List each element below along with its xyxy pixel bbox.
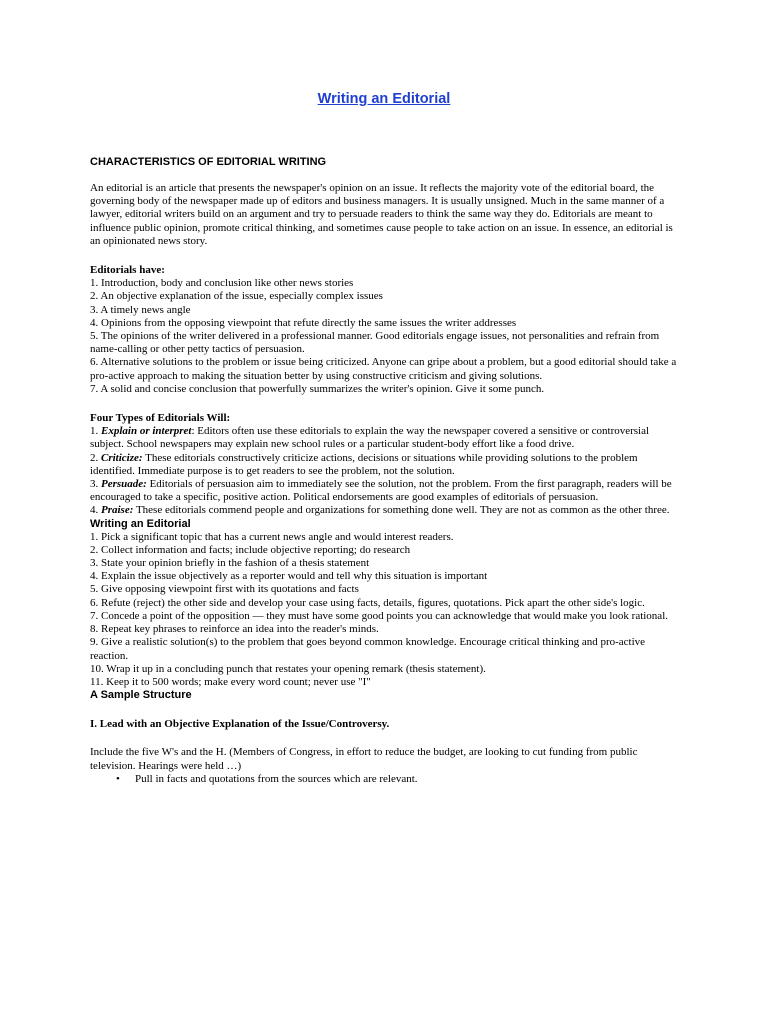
item-separator: : [191, 425, 198, 438]
list-item: 5. The opinions of the writer delivered in a professional manner. Good editorials engage issues, not personalities and refrain from name-calling or other petty tactics of persuasion. [90, 330, 660, 356]
list-item: 6. Alternative solutions to the problem or issue being criticized. Anyone can gripe about a problem, but a good editorial should take a pro-active approach to making the situation better by using constructive criticism and giving solutions. [90, 356, 677, 382]
list-item: 4. Explain the issue objectively as a reporter would and tell why this situation is important [90, 570, 488, 583]
sample-structure-heading: A Sample Structure [90, 689, 192, 702]
list-item: 2. An objective explanation of the issue, especially complex issues [90, 290, 383, 303]
sample-subheading: I. Lead with an Objective Explanation of the Issue/Controversy. [90, 718, 390, 731]
item-term: Persuade: [101, 478, 147, 491]
document-body [90, 156, 680, 786]
item-text: Editors often use these editorials to explain the way the newspaper covered a sensitive or controversial subject. School newspapers may explain new school rules or a particular student-body effort like a food drive. [90, 425, 650, 451]
list-item: 8. Repeat key phrases to reinforce an idea into the reader's minds. [90, 623, 379, 636]
item-text: Editorials of persuasion aim to immediately see the solution, not the problem. From the first paragraph, readers will be encouraged to take a specific, positive action. Political endorsements are good examples of editorials of persuasion. [90, 478, 672, 504]
list-item: 7. A solid and concise conclusion that powerfully summarizes the writer's opinion. Give it some punch. [90, 382, 545, 395]
item-text: These editorials constructively criticize actions, decisions or situations while providing solutions to the problem identified. Immediate purpose is to get readers to see the problem, not the solution. [90, 451, 638, 477]
list-item: 1. Pick a significant topic that has a current news angle and would interest readers. [90, 530, 454, 543]
writing-heading: Writing an Editorial [90, 517, 191, 530]
page-title-link[interactable]: Writing an Editorial [317, 91, 451, 107]
bullet-text: Pull in facts and quotations from the sources which are relevant. [135, 772, 418, 785]
bullet-item [90, 773, 680, 786]
title-container [0, 90, 768, 108]
sample-bullet-list [90, 773, 680, 786]
editorials-have-heading: Editorials have: [90, 264, 165, 277]
list-item [90, 504, 680, 517]
list-item: 1. Introduction, body and conclusion like other news stories [90, 277, 354, 290]
list-item: 3. A timely news angle [90, 303, 191, 316]
sample-paragraph: Include the five W's and the H. (Members of Congress, in effort to reduce the budget, are looking to cut funding from public television. Hearings were held …) [90, 746, 638, 772]
list-item: 3. State your opinion briefly in the fashion of a thesis statement [90, 557, 370, 570]
item-number: 4. [90, 504, 101, 517]
list-item: 11. Keep it to 500 words; make every word count; never use "I" [90, 675, 371, 688]
list-item: 5. Give opposing viewpoint first with its quotations and facts [90, 583, 359, 596]
item-text: These editorials commend people and organizations for something done well. They are not as common as the other three. [135, 504, 670, 517]
list-item [90, 452, 680, 478]
list-item: 6. Refute (reject) the other side and develop your case using facts, details, figures, quotations. Pick apart the other side's logic. [90, 596, 645, 609]
list-item: 10. Wrap it up in a concluding punch that restates your opening remark (thesis statement). [90, 662, 486, 675]
item-number: 3. [90, 478, 101, 491]
list-item: 9. Give a realistic solution(s) to the problem that goes beyond common knowledge. Encourage critical thinking and pro-active reaction. [90, 636, 646, 662]
item-term: Explain or interpret [101, 425, 192, 438]
list-item [90, 478, 680, 504]
item-term: Criticize: [101, 451, 143, 464]
four-types-list [90, 425, 680, 517]
list-item [90, 425, 680, 451]
characteristics-paragraph: An editorial is an article that presents the newspaper's opinion on an issue. It reflects the majority vote of the editorial board, the governing body of the newspaper made up of editors and business managers. It is usually unsigned. Much in the same manner of a lawyer, editorial writers build on an argument and try to persuade readers to think the same way they do. Editorials are meant to influence public opinion, promote critical thinking, and sometimes cause people to take action on an issue. In essence, an editorial is an opinionated news story. [90, 182, 673, 247]
four-types-heading: Four Types of Editorials Will: [90, 412, 231, 425]
editorials-have-list [90, 277, 680, 396]
item-term: Praise: [101, 504, 134, 517]
list-item: 2. Collect information and facts; include objective reporting; do research [90, 543, 411, 556]
writing-steps-list [90, 531, 680, 689]
list-item: 7. Concede a point of the opposition — they must have some good points you can acknowledge that would make you look rational. [90, 609, 668, 622]
item-number: 2. [90, 451, 101, 464]
characteristics-heading: CHARACTERISTICS OF EDITORIAL WRITING [90, 156, 327, 168]
list-item: 4. Opinions from the opposing viewpoint that refute directly the same issues the writer addresses [90, 316, 517, 329]
item-number: 1. [90, 425, 101, 438]
bullet-icon: • [116, 772, 120, 785]
